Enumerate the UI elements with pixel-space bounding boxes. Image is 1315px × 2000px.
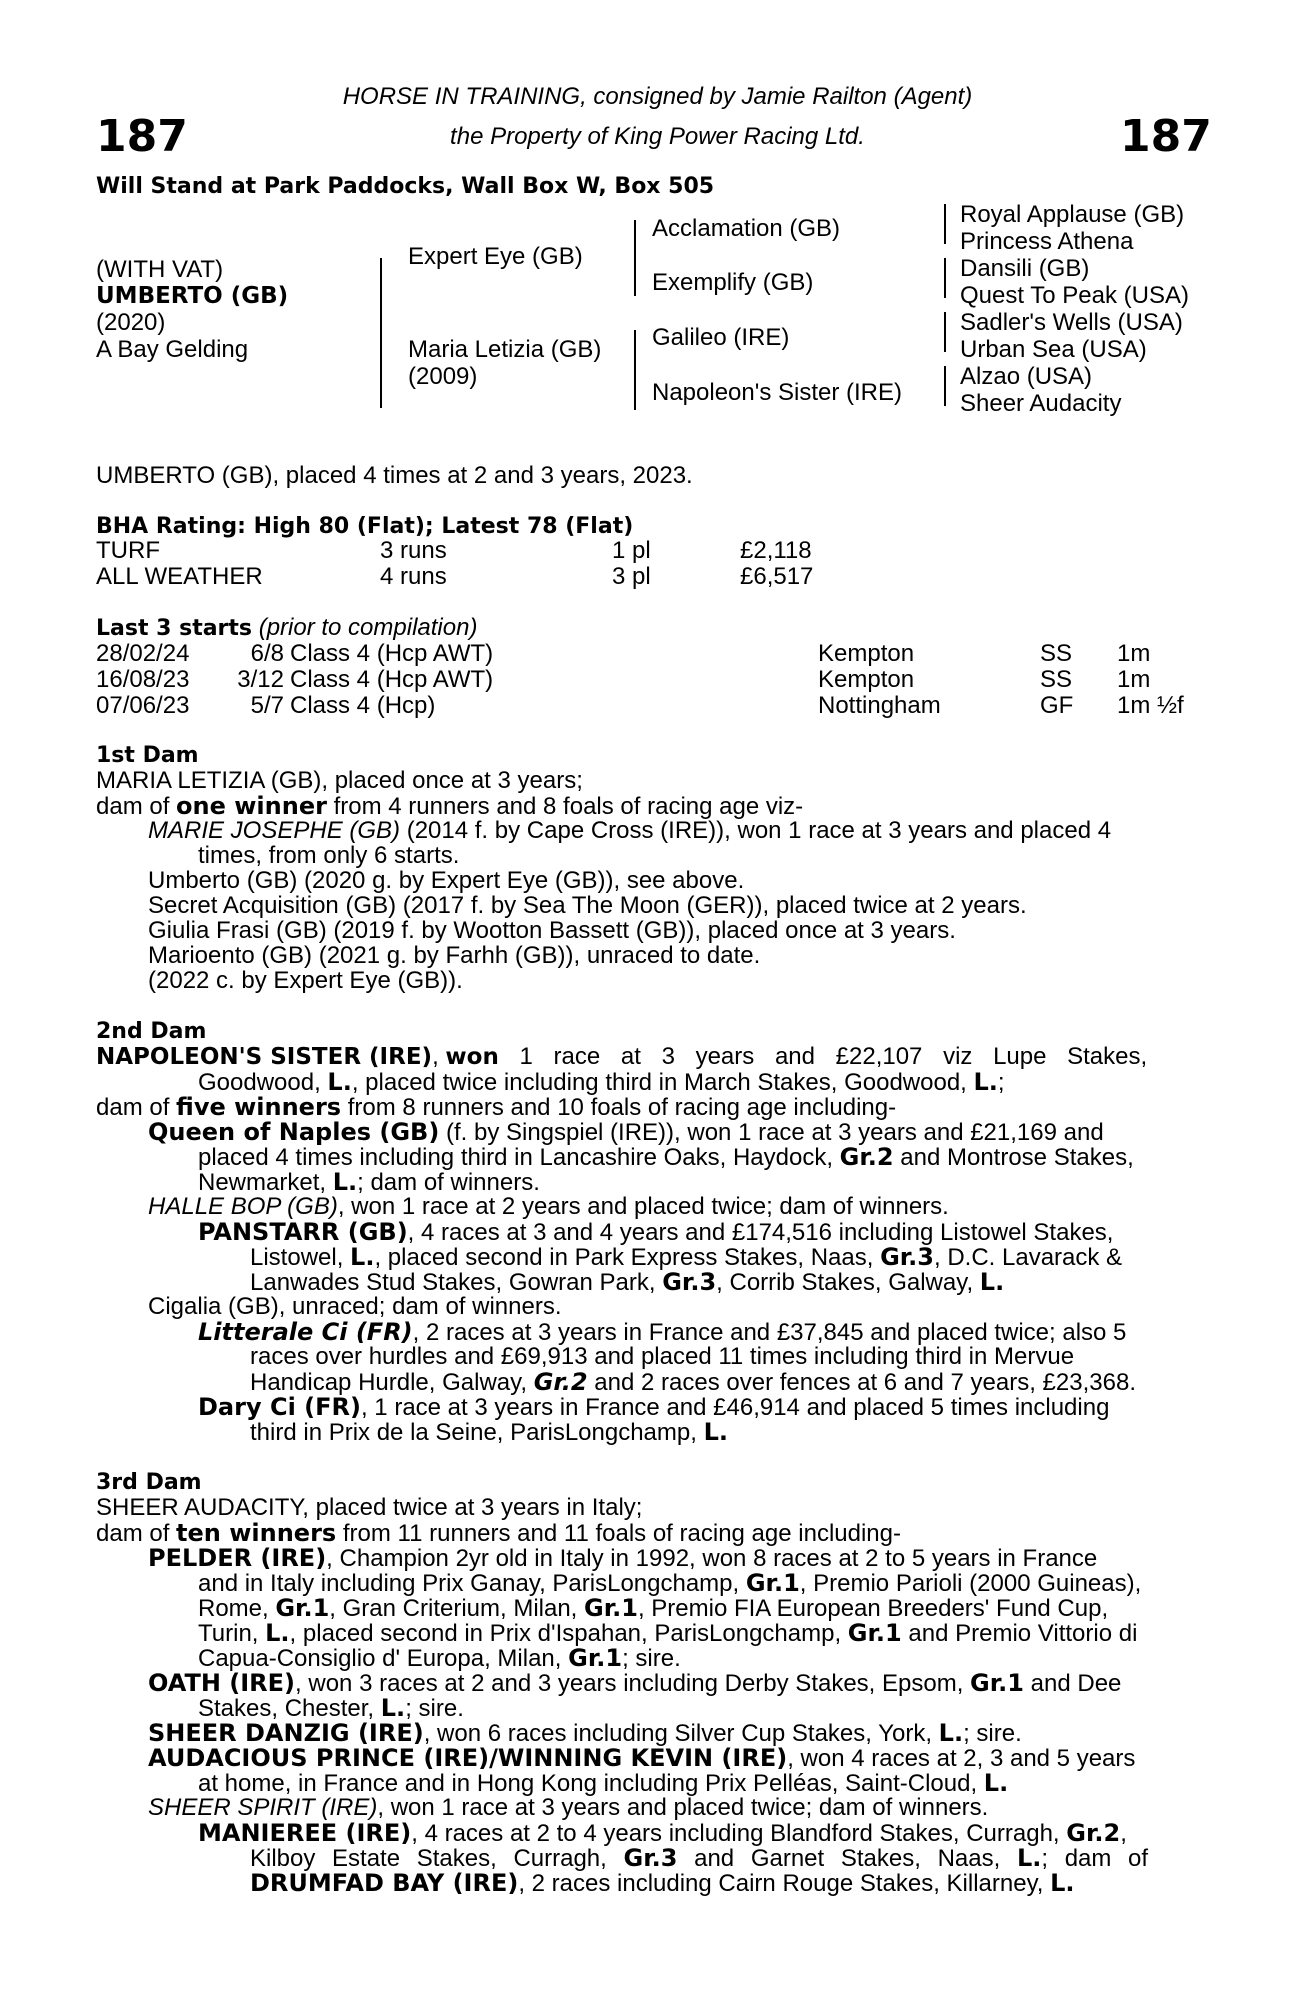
produce-continuation xyxy=(250,1269,1004,1296)
start-course: Nottingham xyxy=(818,692,941,719)
produce-entry xyxy=(148,1745,1135,1772)
text-run: dam of xyxy=(96,1094,177,1121)
text-run: Stakes, Chester, xyxy=(198,1695,381,1722)
produce-continuation xyxy=(198,1695,464,1722)
dam1-produce-summary xyxy=(96,793,803,820)
start-date: 28/02/24 xyxy=(96,640,190,667)
produce-entry xyxy=(148,818,1111,844)
dam: Maria Letizia (GB) xyxy=(408,336,602,363)
produce-name: Queen of Naples (GB) xyxy=(148,1118,440,1146)
last-starts-note: (prior to compilation) xyxy=(258,614,478,641)
text-run: ; sire. xyxy=(963,1720,1022,1747)
gen3-2: Princess Athena xyxy=(960,228,1134,255)
gen3-5: Sadler's Wells (USA) xyxy=(960,309,1183,336)
race-grade: Gr.1 xyxy=(275,1594,330,1622)
brace-2a xyxy=(634,220,636,296)
produce-name: MARIE JOSEPHE (GB) xyxy=(148,817,401,844)
produce-continuation xyxy=(198,1144,1134,1171)
race-grade: Gr.3 xyxy=(662,1268,717,1296)
text-run: dam of xyxy=(96,1520,177,1547)
text-run: , won 1 race at 2 years and placed twice; dam of winners. xyxy=(337,1193,949,1220)
text-run: Newmarket, xyxy=(198,1169,333,1196)
horse-description: A Bay Gelding xyxy=(96,336,249,363)
lot-number-left: 187 xyxy=(96,111,188,162)
winners-count: ten winners xyxy=(176,1519,337,1547)
text-run: ; dam of xyxy=(1041,1845,1149,1872)
consignor-line: HORSE IN TRAINING, consigned by Jamie Railton (Agent) xyxy=(342,83,973,110)
rating-runs: 3 runs xyxy=(380,537,447,564)
start-distance: 1m xyxy=(1117,640,1151,667)
rating-prize: £6,517 xyxy=(740,563,814,590)
gen3-1: Royal Applause (GB) xyxy=(960,201,1185,228)
text-run: and 2 races over fences at 6 and 7 years, £23,368. xyxy=(587,1369,1136,1396)
brace-3a xyxy=(944,204,946,244)
race-grade: L. xyxy=(327,1068,352,1096)
produce-name: SHEER SPIRIT (IRE) xyxy=(148,1794,378,1821)
stand-location: Will Stand at Park Paddocks, Wall Box W, Box 505 xyxy=(96,174,715,199)
dam-sire: Galileo (IRE) xyxy=(652,324,790,351)
produce-entry: Marioento (GB) (2021 g. by Farhh (GB)), unraced to date. xyxy=(148,942,761,969)
produce-entry: Secret Acquisition (GB) (2017 f. by Sea The Moon (GER)), placed twice at 2 years. xyxy=(148,892,1027,919)
brace-3d xyxy=(944,366,946,406)
produce-continuation xyxy=(198,1570,1141,1597)
produce-continuation xyxy=(198,1645,681,1672)
start-position: 5/7 xyxy=(250,692,284,719)
text-run: Listowel, xyxy=(250,1244,351,1271)
text-run: , xyxy=(432,1043,446,1070)
brace-1 xyxy=(380,258,382,408)
produce-entry: Giulia Frasi (GB) (2019 f. by Wootton Bassett (GB)), placed once at 3 years. xyxy=(148,917,956,944)
text-run: ; dam of winners. xyxy=(357,1169,540,1196)
text-run: Turin, xyxy=(198,1620,266,1647)
race-grade: L. xyxy=(1016,1844,1042,1872)
produce-name: DRUMFAD BAY (IRE) xyxy=(250,1869,519,1897)
race-grade: Gr.3 xyxy=(880,1243,934,1271)
text-run: , Gran Criterium, Milan, xyxy=(329,1595,585,1622)
text-run: , D.C. Lavarack & xyxy=(934,1244,1123,1271)
text-run: 1 race at 3 years and £22,107 viz Lupe Stakes, xyxy=(498,1043,1148,1070)
produce-entry xyxy=(198,1319,1126,1346)
produce-continuation xyxy=(250,1870,1075,1897)
text-run: , placed second in Park Express Stakes, Naas, xyxy=(374,1244,881,1271)
winners-count: one winner xyxy=(176,792,327,820)
text-run: Handicap Hurdle, Galway, xyxy=(250,1369,534,1396)
race-grade: Gr.1 xyxy=(584,1594,638,1622)
text-run: , 1 race at 3 years in France and £46,914 and placed 5 times including xyxy=(360,1394,1110,1421)
text-run: Rome, xyxy=(198,1595,276,1622)
text-run: Capua-Consiglio d' Europa, Milan, xyxy=(198,1645,569,1672)
text-run: , won 4 races at 2, 3 and 5 years xyxy=(787,1745,1136,1772)
race-grade: Gr.2 xyxy=(533,1368,588,1396)
dam1-heading: 1st Dam xyxy=(96,743,199,768)
text-run: from 11 runners and 11 foals of racing age including- xyxy=(336,1520,901,1547)
sire: Expert Eye (GB) xyxy=(408,243,583,270)
produce-entry xyxy=(148,1545,1097,1572)
race-grade: Gr.1 xyxy=(568,1644,623,1672)
produce-name: MANIEREE (IRE) xyxy=(198,1819,412,1847)
start-going: SS xyxy=(1040,640,1073,667)
text-run: won xyxy=(445,1044,499,1070)
brace-3c xyxy=(944,312,946,352)
dam2-line xyxy=(198,1069,1005,1096)
dam2-produce-summary xyxy=(96,1094,896,1121)
dam-name: NAPOLEON'S SISTER (IRE) xyxy=(96,1044,433,1070)
start-distance: 1m xyxy=(1117,666,1151,693)
start-date: 07/06/23 xyxy=(96,692,190,719)
produce-continuation xyxy=(198,1620,1137,1647)
race-grade: Gr.1 xyxy=(970,1669,1024,1697)
text-run: , placed second in Prix d'Ispahan, ParisLongchamp, xyxy=(289,1620,848,1647)
produce-name: PANSTARR (GB) xyxy=(198,1218,408,1246)
produce-continuation xyxy=(198,1169,540,1196)
start-going: GF xyxy=(1040,692,1074,719)
rating-surface: TURF xyxy=(96,537,160,564)
dam2-line xyxy=(96,1044,1147,1070)
text-run: , Premio Parioli (2000 Guineas), xyxy=(799,1570,1142,1597)
text-run: placed 4 times including third in Lancashire Oaks, Haydock, xyxy=(198,1144,840,1171)
start-course: Kempton xyxy=(818,666,915,693)
text-run: , 4 races at 2 to 4 years including Blandford Stakes, Curragh, xyxy=(411,1820,1067,1847)
text-run: ; xyxy=(997,1069,1005,1096)
produce-entry xyxy=(198,1820,1127,1847)
produce-entry xyxy=(198,1219,1113,1246)
text-run: , 4 races at 3 and 4 years and £174,516 including Listowel Stakes, xyxy=(407,1219,1114,1246)
rating-runs: 4 runs xyxy=(380,563,447,590)
start-distance: 1m ½f xyxy=(1117,692,1184,719)
race-grade: Gr.1 xyxy=(847,1619,902,1647)
rating-placed: 1 pl xyxy=(612,537,651,564)
produce-entry: (2022 c. by Expert Eye (GB)). xyxy=(148,967,463,994)
dam3-produce-summary xyxy=(96,1520,901,1547)
race-grade: L. xyxy=(973,1068,998,1096)
produce-continuation xyxy=(250,1845,1148,1872)
produce-entry xyxy=(148,1119,1104,1146)
last-starts-title: Last 3 starts xyxy=(96,616,253,641)
dam2-heading: 2nd Dam xyxy=(96,1019,207,1044)
start-date: 16/08/23 xyxy=(96,666,190,693)
rating-placed: 3 pl xyxy=(612,563,651,590)
race-grade: Gr.2 xyxy=(1066,1819,1121,1847)
text-run: , won 6 races including Silver Cup Stakes, York, xyxy=(423,1720,939,1747)
dam3-heading: 3rd Dam xyxy=(96,1470,202,1495)
race-grade: Gr.3 xyxy=(623,1844,678,1872)
produce-continuation xyxy=(250,1419,728,1446)
gen3-4: Quest To Peak (USA) xyxy=(960,282,1189,309)
text-run: Goodwood, xyxy=(198,1069,328,1096)
race-grade: Gr.2 xyxy=(839,1143,894,1171)
produce-continuation xyxy=(198,1595,1108,1622)
text-run: , Champion 2yr old in Italy in 1992, won 8 races at 2 to 5 years in France xyxy=(326,1545,1098,1572)
race-grade: L. xyxy=(983,1769,1009,1797)
text-run: and in Italy including Prix Ganay, ParisLongchamp, xyxy=(198,1570,746,1597)
text-run: Lanwades Stud Stakes, Gowran Park, xyxy=(250,1269,663,1296)
dam-dam: Napoleon's Sister (IRE) xyxy=(652,379,903,406)
gen3-3: Dansili (GB) xyxy=(960,255,1090,282)
race-grade: L. xyxy=(1050,1869,1075,1897)
text-run: at home, in France and in Hong Kong including Prix Pelléas, Saint-Cloud, xyxy=(198,1770,984,1797)
produce-entry xyxy=(148,1670,1121,1697)
text-run: , won 1 race at 3 years and placed twice; dam of winners. xyxy=(377,1794,989,1821)
dam3-line: SHEER AUDACITY, placed twice at 3 years in Italy; xyxy=(96,1494,643,1521)
bha-rating: BHA Rating: High 80 (Flat); Latest 78 (Flat) xyxy=(96,514,634,539)
start-position: 3/12 xyxy=(237,666,284,693)
lot-number-right: 187 xyxy=(1120,111,1212,162)
start-course: Kempton xyxy=(818,640,915,667)
produce-entry xyxy=(148,1795,988,1821)
sire-dam: Exemplify (GB) xyxy=(652,269,814,296)
text-run: , Corrib Stakes, Galway, xyxy=(716,1269,980,1296)
horse-name: UMBERTO (GB) xyxy=(96,283,289,309)
text-run: third in Prix de la Seine, ParisLongchamp, xyxy=(250,1419,704,1446)
race-summary: UMBERTO (GB), placed 4 times at 2 and 3 years, 2023. xyxy=(96,462,693,489)
start-class: Class 4 (Hcp AWT) xyxy=(290,640,494,667)
race-grade: L. xyxy=(350,1243,375,1271)
rating-surface: ALL WEATHER xyxy=(96,563,263,590)
text-run: , won 3 races at 2 and 3 years including Derby Stakes, Epsom, xyxy=(295,1670,971,1697)
produce-continuation: times, from only 6 starts. xyxy=(198,842,460,869)
text-run: and Dee xyxy=(1023,1670,1122,1697)
produce-entry: Umberto (GB) (2020 g. by Expert Eye (GB)), see above. xyxy=(148,867,745,894)
text-run: and Premio Vittorio di xyxy=(901,1620,1138,1647)
start-going: SS xyxy=(1040,666,1073,693)
text-run: ; sire. xyxy=(405,1695,464,1722)
produce-name: HALLE BOP (GB) xyxy=(148,1193,338,1220)
brace-2b xyxy=(634,330,636,410)
produce-continuation: races over hurdles and £69,913 and placed 11 times including third in Mervue xyxy=(250,1343,1075,1370)
start-class: Class 4 (Hcp AWT) xyxy=(290,666,494,693)
race-grade: L. xyxy=(332,1168,358,1196)
text-run: (f. by Singspiel (IRE)), won 1 race at 3 years and £21,169 and xyxy=(439,1119,1104,1146)
text-run: , xyxy=(1120,1820,1127,1847)
race-grade: L. xyxy=(265,1619,290,1647)
gen3-7: Alzao (USA) xyxy=(960,363,1093,390)
dam-year: (2009) xyxy=(408,363,478,390)
text-run: Kilboy Estate Stakes, Curragh, xyxy=(250,1845,624,1872)
produce-continuation xyxy=(250,1244,1122,1271)
race-grade: Gr.1 xyxy=(745,1569,800,1597)
winners-count: five winners xyxy=(176,1093,342,1121)
text-run: from 8 runners and 10 foals of racing age including- xyxy=(341,1094,897,1121)
text-run: (2014 f. by Cape Cross (IRE)), won 1 race at 3 years and placed 4 xyxy=(400,817,1112,844)
produce-entry xyxy=(198,1394,1109,1421)
brace-3b xyxy=(944,258,946,298)
text-run: ; sire. xyxy=(622,1645,681,1672)
race-grade: L. xyxy=(703,1418,728,1446)
produce-continuation xyxy=(250,1369,1136,1396)
race-grade: L. xyxy=(979,1268,1005,1296)
produce-name: PELDER (IRE) xyxy=(148,1544,327,1572)
text-run: , placed twice including third in March Stakes, Goodwood, xyxy=(351,1069,974,1096)
gen3-8: Sheer Audacity xyxy=(960,390,1122,417)
text-run: , 2 races including Cairn Rouge Stakes, Killarney, xyxy=(518,1870,1051,1897)
property-line: the Property of King Power Racing Ltd. xyxy=(450,123,865,150)
vat-note: (WITH VAT) xyxy=(96,256,224,283)
race-grade: L. xyxy=(938,1719,964,1747)
foaling-year: (2020) xyxy=(96,309,166,336)
race-grade: L. xyxy=(380,1694,406,1722)
produce-name: SHEER DANZIG (IRE) xyxy=(148,1719,424,1747)
produce-name: OATH (IRE) xyxy=(148,1669,296,1697)
produce-continuation xyxy=(198,1770,1008,1797)
text-run: and Garnet Stakes, Naas, xyxy=(677,1845,1017,1872)
text-run: , 2 races at 3 years in France and £37,845 and placed twice; also 5 xyxy=(412,1319,1127,1346)
gen3-6: Urban Sea (USA) xyxy=(960,336,1147,363)
produce-entry xyxy=(148,1194,949,1220)
start-class: Class 4 (Hcp) xyxy=(290,692,436,719)
produce-entry: Cigalia (GB), unraced; dam of winners. xyxy=(148,1293,562,1320)
dam1-line: MARIA LETIZIA (GB), placed once at 3 years; xyxy=(96,767,583,794)
text-run: dam of xyxy=(96,793,177,820)
rating-prize: £2,118 xyxy=(740,537,812,564)
start-position: 6/8 xyxy=(250,640,284,667)
produce-name: AUDACIOUS PRINCE (IRE)/WINNING KEVIN (IRE) xyxy=(148,1744,788,1772)
produce-entry xyxy=(148,1720,1022,1747)
text-run: , Premio FIA European Breeders' Fund Cup, xyxy=(637,1595,1109,1622)
produce-name: Dary Ci (FR) xyxy=(198,1393,361,1421)
sire-sire: Acclamation (GB) xyxy=(652,215,841,242)
text-run: and Montrose Stakes, xyxy=(893,1144,1134,1171)
text-run: from 4 runners and 8 foals of racing age viz- xyxy=(326,793,804,820)
produce-name: Litterale Ci (FR) xyxy=(198,1318,413,1346)
last-starts-heading xyxy=(96,615,477,642)
